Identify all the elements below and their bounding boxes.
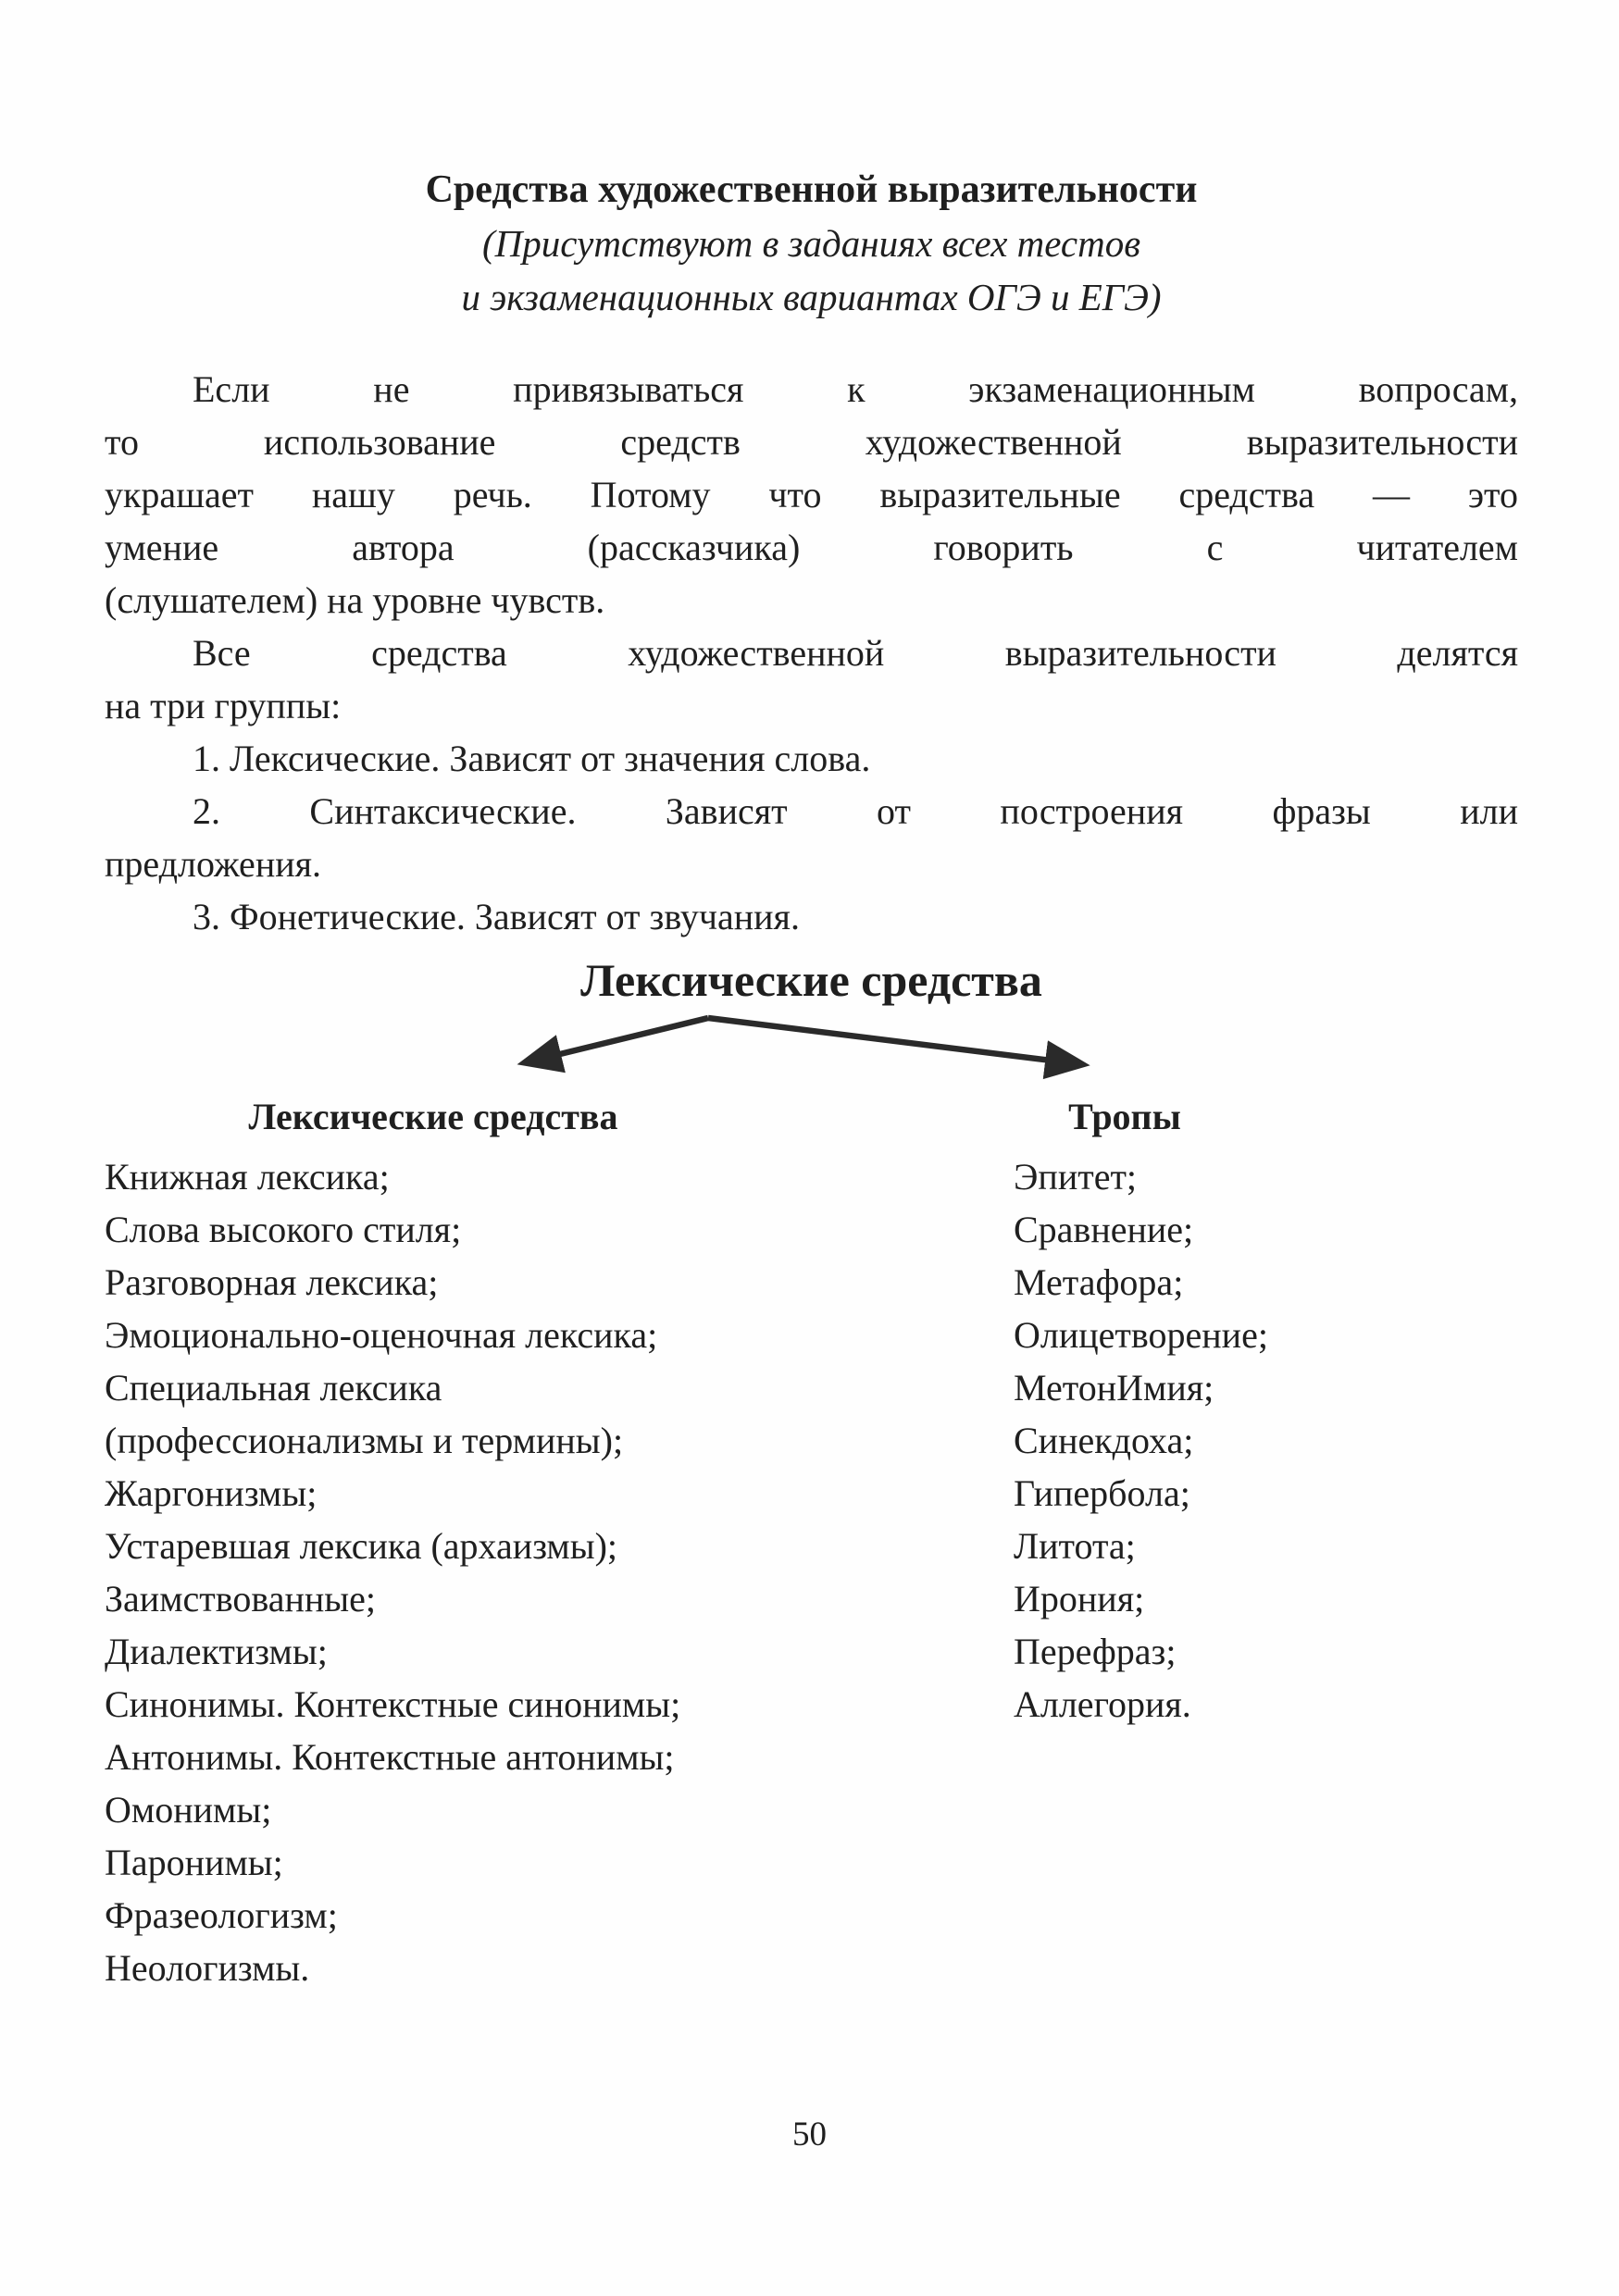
- numbered-item-line: 3. Фонетические. Зависят от звучания.: [193, 896, 800, 937]
- list-item: Слова высокого стиля;: [105, 1209, 462, 1250]
- list-item: Заимствованные;: [105, 1578, 377, 1620]
- text-line: то использование средств художественной выразительности: [105, 421, 1518, 463]
- list-item: Жаргонизмы;: [105, 1472, 318, 1514]
- text-line: Если не привязываться к экзаменационным вопросам,: [193, 368, 1518, 410]
- list-item: Эпитет;: [1014, 1156, 1138, 1198]
- list-item: Фразеологизм;: [105, 1894, 338, 1936]
- list-item: Перефраз;: [1014, 1631, 1177, 1672]
- text-line: Все средства художественной выразительности делятся: [193, 632, 1518, 674]
- list-item: МетонИмия;: [1014, 1367, 1214, 1409]
- right-column-header: Тропы: [1068, 1096, 1181, 1137]
- numbered-list: [105, 732, 1518, 943]
- title-block: [105, 163, 1518, 324]
- left-column-header: Лексические средства: [248, 1096, 618, 1137]
- list-item: Неологизмы.: [105, 1947, 310, 1989]
- page-subtitle-line: (Присутствуют в заданиях всех тестов: [481, 222, 1141, 265]
- numbered-item-line: предложения.: [105, 843, 322, 885]
- page-title: Средства художественной выразительности: [425, 168, 1198, 211]
- branch-arrows-diagram: [444, 1009, 1166, 1081]
- text-line: умение автора (рассказчика) говорить с читателем: [105, 527, 1518, 568]
- numbered-item-line: 2. Синтаксические. Зависят от построения фразы или: [193, 790, 1518, 832]
- text-line: на три группы:: [105, 685, 342, 726]
- left-arrow: [526, 1018, 708, 1062]
- list-item: Сравнение;: [1014, 1209, 1194, 1250]
- list-item: Олицетворение;: [1014, 1314, 1268, 1356]
- intro-paragraph: [105, 363, 1518, 627]
- list-item: Разговорная лексика;: [105, 1261, 439, 1303]
- lexical-means-list: [105, 1150, 993, 1994]
- list-item: Синекдоха;: [1014, 1420, 1194, 1461]
- right-arrow: [708, 1018, 1081, 1064]
- list-item: Аллегория.: [1014, 1683, 1191, 1725]
- list-item: Литота;: [1014, 1525, 1136, 1567]
- tropes-list: [1014, 1150, 1532, 1731]
- list-item: Специальная лексика: [105, 1367, 442, 1409]
- list-item: Устаревшая лексика (архаизмы);: [105, 1525, 618, 1567]
- list-item: Метафора;: [1014, 1261, 1184, 1303]
- page-subtitle-line: и экзаменационных вариантах ОГЭ и ЕГЭ): [461, 276, 1162, 318]
- text-line: украшает нашу речь. Потому что выразительные средства — это: [105, 474, 1518, 515]
- section-heading: Лексические средства: [580, 954, 1042, 1006]
- list-item: Диалектизмы;: [105, 1631, 328, 1672]
- list-item: (профессионализмы и термины);: [105, 1420, 624, 1461]
- list-item: Гипербола;: [1014, 1472, 1190, 1514]
- groups-paragraph: [105, 627, 1518, 732]
- page-number: 50: [792, 2116, 827, 2153]
- list-item: Синонимы. Контекстные синонимы;: [105, 1683, 681, 1725]
- text-line: (слушателем) на уровне чувств.: [105, 579, 605, 621]
- list-item: Эмоционально-оценочная лексика;: [105, 1314, 658, 1356]
- list-item: Ирония;: [1014, 1578, 1145, 1620]
- list-item: Паронимы;: [105, 1842, 283, 1883]
- list-item: Антонимы. Контекстные антонимы;: [105, 1736, 675, 1778]
- list-item: Омонимы;: [105, 1789, 272, 1831]
- numbered-item-line: 1. Лексические. Зависят от значения слова.: [193, 738, 871, 779]
- list-item: Книжная лексика;: [105, 1156, 390, 1198]
